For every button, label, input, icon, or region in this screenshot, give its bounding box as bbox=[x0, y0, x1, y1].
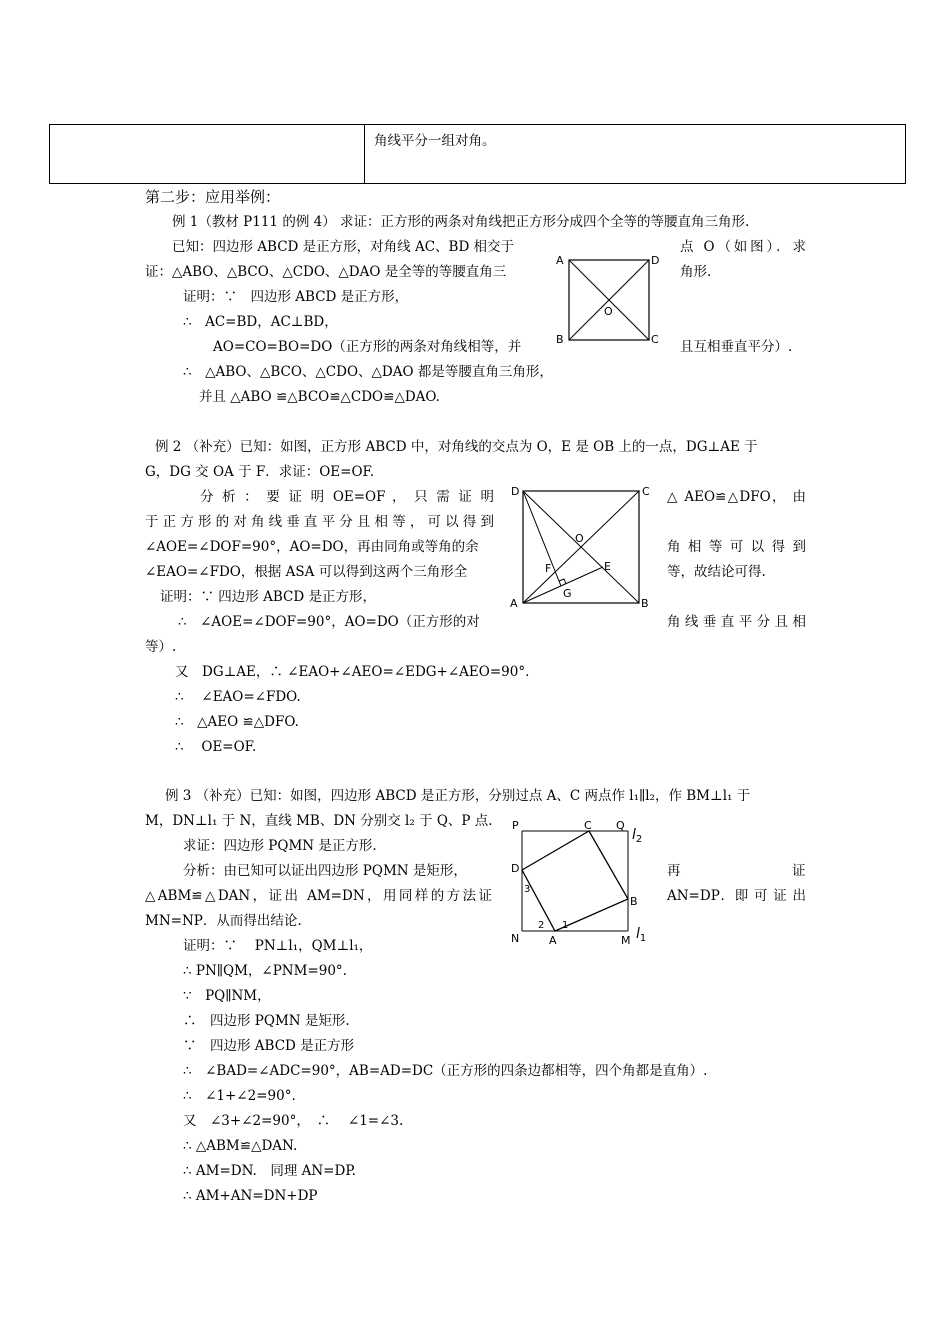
ex1-line3a: 证：△ABO、△BCO、△CDO、△DAO 是全等的等腰直角三 bbox=[145, 264, 507, 280]
ex2-line10: 又 DG⊥AE，∴ ∠EAO+∠AEO=∠EDG+∠AEO=90°. bbox=[175, 664, 530, 680]
ex3-line6: MN=NP．从而得出结论. bbox=[145, 913, 302, 929]
ex3-line4a: 分析：由已知可以证出四边形 PQMN 是矩形， bbox=[183, 863, 467, 879]
ex3-line5a: △ABM≌△DAN，证出 AM=DN，用同样的方法证 bbox=[145, 888, 492, 904]
ex3-line1: 例 3 （补充）已知：如图，四边形 ABCD 是正方形，分别过点 A、C 两点作 l₁∥l₂，作 BM⊥l₁ 于 bbox=[165, 788, 751, 804]
ex1-line6a: AO=CO=BO=DO（正方形的两条对角线相等，并 bbox=[213, 339, 522, 355]
ex3-label-c: C bbox=[584, 819, 592, 832]
ex3-label-l1: $l_1$ bbox=[636, 926, 647, 944]
ex1-figure bbox=[548, 247, 670, 351]
ex2-label-f: F bbox=[545, 562, 552, 575]
ex3-angle-2: 2 bbox=[538, 920, 545, 931]
ex3-label-b: B bbox=[630, 895, 638, 908]
ex2-line13: ∴ OE=OF. bbox=[175, 739, 257, 755]
ex3-line4b1: 再 bbox=[667, 863, 681, 879]
ex3-figure bbox=[505, 812, 655, 950]
ex3-line15: ∴ △ABM≌△DAN. bbox=[183, 1138, 298, 1154]
ex3-line9: ∵ PQ∥NM， bbox=[183, 988, 271, 1004]
ex2-line5a: ∠AOE=∠DOF=90°，AO=DO，再由同角或等角的余 bbox=[145, 539, 479, 555]
top-table-right-text: 角线平分一组对角。 bbox=[374, 133, 496, 149]
ex2-line1: 例 2 （补充）已知：如图，正方形 ABCD 中，对角线的交点为 O，E 是 OB 上的一点，DG⊥AE 于 bbox=[155, 439, 758, 455]
ex3-angle-1: 1 bbox=[562, 920, 569, 931]
ex2-label-b: B bbox=[641, 597, 649, 610]
ex2-line11: ∴ ∠EAO=∠FDO. bbox=[175, 689, 301, 705]
ex2-line8a: ∴ ∠AOE=∠DOF=90°，AO=DO（正方形的对 bbox=[178, 614, 480, 630]
ex3-line5b: AN=DP．即 可 证 出 bbox=[667, 888, 806, 904]
ex1-line6b: 且互相垂直平分）. bbox=[680, 339, 793, 355]
top-table-right-cell bbox=[365, 125, 906, 184]
top-table-left-cell bbox=[50, 125, 365, 184]
ex3-line13: ∴ ∠1+∠2=90°. bbox=[183, 1088, 296, 1104]
ex2-line9: 等）. bbox=[145, 639, 177, 655]
ex1-line8: 并且 △ABO ≌△BCO≌△CDO≌△DAO. bbox=[199, 389, 440, 405]
ex1-label-o: O bbox=[604, 305, 613, 318]
ex1-line1: 例 1（教材 P111 的例 4） 求证：正方形的两条对角线把正方形分成四个全等的等腰直角三角形. bbox=[172, 214, 750, 230]
ex2-label-c: C bbox=[642, 485, 650, 498]
ex3-label-d: D bbox=[511, 862, 520, 875]
ex3-label-q: Q bbox=[616, 819, 625, 832]
ex3-line12: ∴ ∠BAD=∠ADC=90°，AB=AD=DC（正方形的四条边都相等，四个角都是直角）. bbox=[183, 1063, 708, 1079]
ex3-label-n: N bbox=[511, 932, 520, 945]
ex2-line5b: 角 相 等 可 以 得 到 bbox=[667, 539, 806, 555]
ex3-square-abcd bbox=[522, 831, 628, 931]
ex2-label-a: A bbox=[510, 597, 518, 610]
top-table bbox=[49, 124, 906, 184]
ex1-line2b: 点 O（如图）．求 bbox=[680, 239, 806, 255]
ex1-line4: 证明：∵ 四边形 ABCD 是正方形， bbox=[183, 289, 409, 305]
ex2-line8b: 角 线 垂 直 平 分 且 相 bbox=[667, 614, 806, 630]
ex3-label-p: P bbox=[512, 819, 519, 832]
ex3-line10: ∴ 四边形 PQMN 是矩形. bbox=[183, 1013, 350, 1029]
ex3-line17: ∴ AM+AN=DN+DP bbox=[183, 1188, 318, 1204]
ex2-label-e: E bbox=[604, 560, 611, 573]
ex3-line16: ∴ AM=DN. 同理 AN=DP. bbox=[183, 1163, 356, 1179]
ex2-line12: ∴ △AEO ≌△DFO. bbox=[175, 714, 299, 730]
ex3-line14: 又 ∠3+∠2=90°， ∴ ∠1=∠3. bbox=[183, 1113, 404, 1129]
ex2-line7: 证明：∵ 四边形 ABCD 是正方形， bbox=[160, 589, 376, 605]
ex2-figure bbox=[506, 480, 656, 612]
ex3-line3: 求证：四边形 PQMN 是正方形. bbox=[183, 838, 377, 854]
ex2-line2: G，DG 交 OA 于 F．求证：OE=OF. bbox=[145, 464, 375, 480]
ex1-line5: ∴ AC=BD，AC⊥BD， bbox=[183, 314, 338, 330]
ex2-segment-dg bbox=[523, 491, 561, 586]
ex2-label-g: G bbox=[563, 587, 572, 600]
step2-title: 第二步：应用举例： bbox=[145, 188, 281, 206]
ex3-angle-3: 3 bbox=[524, 884, 531, 895]
ex3-label-a: A bbox=[549, 934, 557, 947]
ex3-line2: M，DN⊥l₁ 于 N，直线 MB、DN 分别交 l₂ 于 Q、P 点. bbox=[145, 813, 493, 829]
ex2-line3b: △ AEO≌△DFO， 由 bbox=[667, 489, 806, 505]
ex1-label-a: A bbox=[556, 254, 564, 267]
ex3-line8: ∴ PN∥QM，∠PNM=90°. bbox=[183, 963, 347, 979]
ex2-label-o: O bbox=[575, 532, 584, 545]
ex3-label-l2: $l_2$ bbox=[632, 827, 643, 845]
ex1-label-c: C bbox=[651, 333, 659, 346]
ex3-label-m: M bbox=[621, 934, 631, 947]
ex1-label-b: B bbox=[556, 333, 564, 346]
ex2-line3a: 分 析 ： 要 证 明 OE=OF ， 只 需 证 明 bbox=[200, 489, 494, 505]
ex1-line7: ∴ △ABO、△BCO、△CDO、△DAO 都是等腰直角三角形， bbox=[183, 364, 553, 380]
ex2-label-d: D bbox=[511, 485, 520, 498]
ex1-label-d: D bbox=[651, 254, 660, 267]
ex3-line4b2: 证 bbox=[792, 863, 806, 879]
ex2-line6a: ∠EAO=∠FDO，根据 ASA 可以得到这两个三角形全 bbox=[145, 564, 468, 580]
ex2-line4a: 于正方形的对角线垂直平分且相等，可以得到 bbox=[145, 514, 494, 530]
ex2-line6b: 等，故结论可得. bbox=[667, 564, 766, 580]
ex1-line2a: 已知：四边形 ABCD 是正方形，对角线 AC、BD 相交于 bbox=[172, 239, 515, 255]
ex3-line7: 证明：∵ PN⊥l₁，QM⊥l₁， bbox=[183, 938, 373, 954]
ex3-line11: ∵ 四边形 ABCD 是正方形 bbox=[183, 1038, 355, 1054]
ex1-line3b: 角形. bbox=[680, 264, 712, 280]
